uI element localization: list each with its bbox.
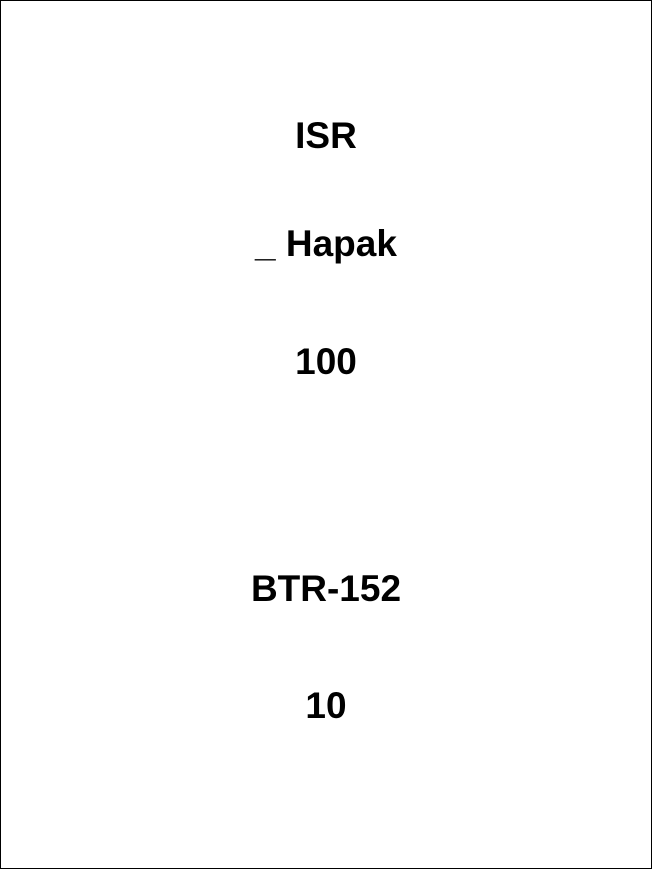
- country-code-text: ISR: [295, 115, 357, 156]
- unit-strength-text: 100: [295, 341, 357, 382]
- unit-name-text: _ Hapak: [255, 223, 397, 264]
- vehicle-type-text: BTR-152: [250, 568, 402, 609]
- vehicle-count-text: 10: [305, 685, 347, 726]
